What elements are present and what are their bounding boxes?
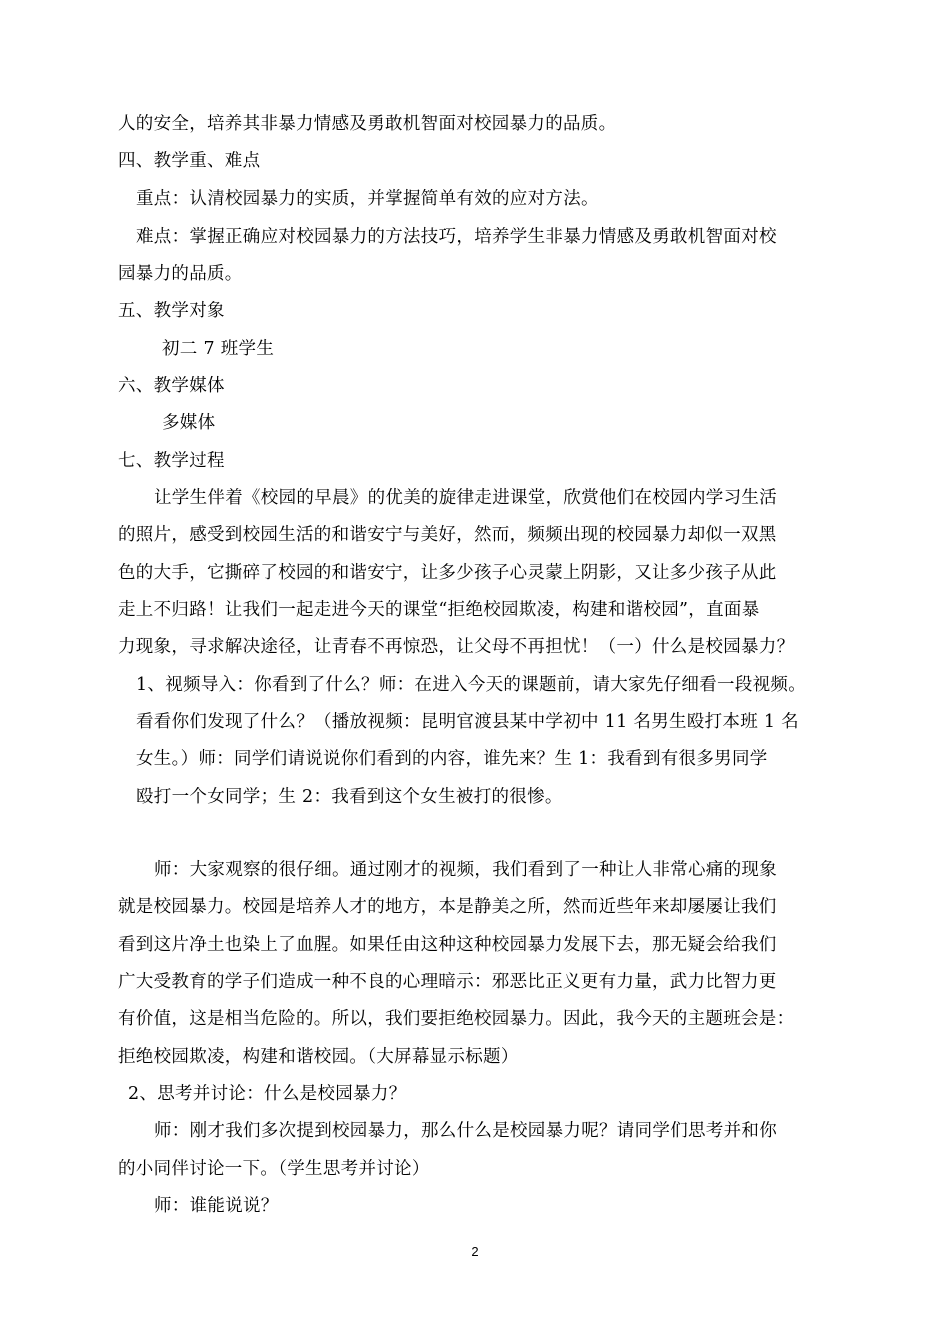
text-line: 力现象，寻求解决途径，让青春不再惊恐，让父母不再担忧！（一）什么是校园暴力？ xyxy=(118,637,795,657)
text-line: 殴打一个女同学；生 2：我看到这个女生被打的很惨。 xyxy=(136,787,563,807)
text-line: 女生。）师：同学们请说说你们看到的内容，谁先来？生 1：我看到有很多男同学 xyxy=(136,749,768,769)
text-line: 的小同伴讨论一下。（学生思考并讨论） xyxy=(118,1159,430,1179)
text-line: 人的安全，培养其非暴力情感及勇敢机智面对校园暴力的品质。 xyxy=(118,114,617,134)
text-line: 师：谁能说说？ xyxy=(154,1196,279,1216)
page-number: 2 xyxy=(471,1244,479,1259)
text-line: 师：刚才我们多次提到校园暴力，那么什么是校园暴力呢？请同学们思考并和你 xyxy=(154,1121,777,1141)
text-line: 难点：掌握正确应对校园暴力的方法技巧，培养学生非暴力情感及勇敢机智面对校 xyxy=(136,227,777,247)
text-line: 就是校园暴力。校园是培养人才的地方，本是静美之所，然而近些年来却屡屡让我们 xyxy=(118,897,777,917)
text-line: 园暴力的品质。 xyxy=(118,264,243,284)
text-line: 色的大手，它撕碎了校园的和谐安宁，让多少孩子心灵蒙上阴影，又让多少孩子从此 xyxy=(118,563,777,583)
text-line: 看到这片净土也染上了血腥。如果任由这种这种校园暴力发展下去，那无疑会给我们 xyxy=(118,935,777,955)
text-line: 多媒体 xyxy=(162,413,216,433)
section-heading: 六、教学媒体 xyxy=(118,376,225,396)
text-line: 师：大家观察的很仔细。通过刚才的视频，我们看到了一种让人非常心痛的现象 xyxy=(154,860,777,880)
section-heading: 2、思考并讨论：什么是校园暴力？ xyxy=(128,1084,407,1104)
text-line: 初二 7 班学生 xyxy=(162,339,275,359)
section-heading: 四、教学重、难点 xyxy=(118,151,261,171)
text-line: 1、视频导入：你看到了什么？师：在进入今天的课题前，请大家先仔细看一段视频。 xyxy=(136,675,807,695)
text-line: 拒绝校园欺凌，构建和谐校园。（大屏幕显示标题） xyxy=(118,1047,519,1067)
text-line: 走上不归路！让我们一起走进今天的课堂“拒绝校园欺凌，构建和谐校园”，直面暴 xyxy=(118,600,760,620)
text-line: 的照片，感受到校园生活的和谐安宁与美好，然而，频频出现的校园暴力却似一双黑 xyxy=(118,525,777,545)
text-line: 看看你们发现了什么？（播放视频：昆明官渡县某中学初中 11 名男生殴打本班 1 名 xyxy=(136,712,799,732)
text-line: 重点：认清校园暴力的实质，并掌握简单有效的应对方法。 xyxy=(136,189,599,209)
section-heading: 七、教学过程 xyxy=(118,451,225,471)
text-line: 让学生伴着《校园的早晨》的优美的旋律走进课堂，欣赏他们在校园内学习生活 xyxy=(154,488,777,508)
section-heading: 五、教学对象 xyxy=(118,301,225,321)
text-line: 广大受教育的学子们造成一种不良的心理暗示：邪恶比正义更有力量，武力比智力更 xyxy=(118,972,777,992)
text-line: 有价值，这是相当危险的。所以，我们要拒绝校园暴力。因此，我今天的主题班会是： xyxy=(118,1009,795,1029)
